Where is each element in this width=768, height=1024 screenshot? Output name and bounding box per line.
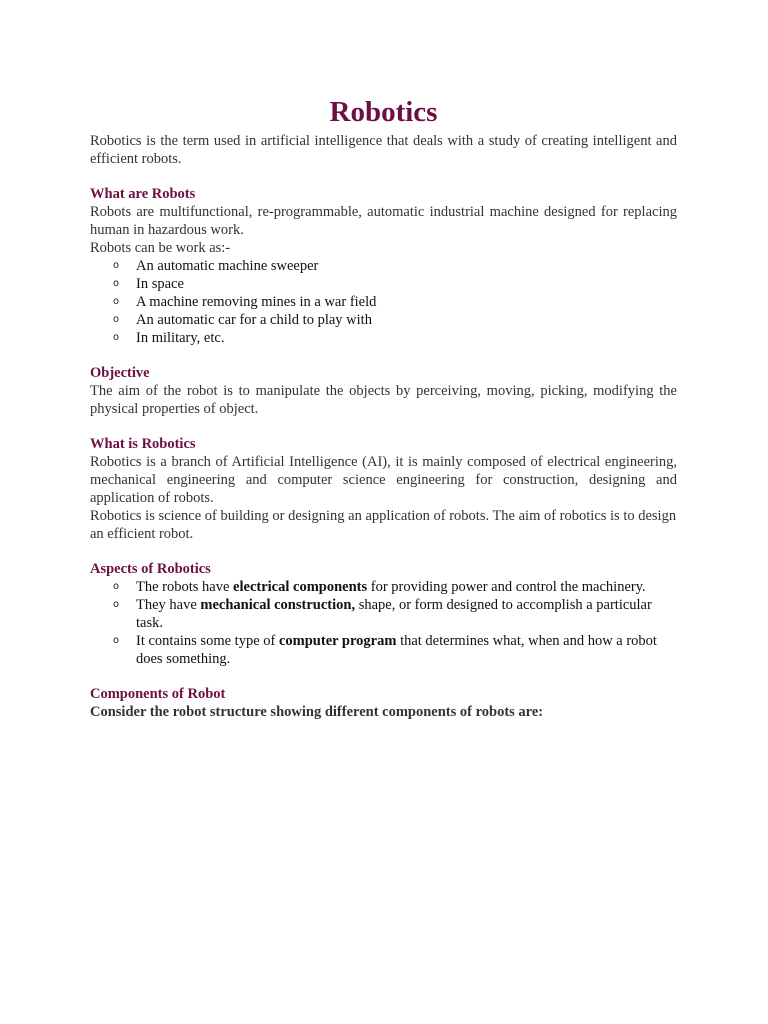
list-item: o They have mechanical construction, shape, or form designed to accomplish a particular task. [113, 597, 652, 631]
document-page [90, 94, 677, 721]
robots-paragraph: Robots are multifunctional, re-programmable, automatic industrial machine designed for replacing human in hazardous work. [90, 204, 677, 238]
list-item: o A machine removing mines in a war field [113, 294, 377, 310]
section-heading-objective: Objective [90, 365, 150, 381]
robots-usage-intro: Robots can be work as:- [90, 240, 231, 256]
section-heading-what-are-robots: What are Robots [90, 186, 196, 202]
bold-term: computer program [278, 633, 397, 649]
robots-usage-list [90, 257, 677, 347]
page-title: Robotics [329, 96, 438, 128]
bullet-icon: o [113, 260, 120, 271]
bullet-icon: o [113, 581, 120, 592]
what-is-robotics-paragraph-1: Robotics is a branch of Artificial Intelligence (AI), it is mainly composed of electrical engineering, mechanical engineering and computer science engineering for construction, designing and application of robots. [90, 454, 677, 506]
aspects-list [90, 578, 677, 668]
section-heading-aspects: Aspects of Robotics [90, 561, 211, 577]
bullet-icon: o [113, 296, 120, 307]
components-intro: Consider the robot structure showing different components of robots are: [90, 704, 544, 720]
what-is-robotics-paragraph-2: Robotics is science of building or designing an application of robots. The aim of robotics is to design an efficient robot. [90, 508, 677, 542]
bold-term: electrical components [233, 579, 368, 595]
list-item: o In military, etc. [113, 330, 225, 346]
list-item: o The robots have electrical components for providing power and control the machinery. [113, 579, 646, 595]
section-heading-what-is-robotics: What is Robotics [90, 436, 196, 452]
bullet-icon: o [113, 314, 120, 325]
bold-term: mechanical construction, [200, 597, 356, 613]
objective-paragraph: The aim of the robot is to manipulate the objects by perceiving, moving, picking, modifying the physical properties of object. [90, 383, 677, 417]
bullet-icon: o [113, 635, 120, 646]
bullet-icon: o [113, 332, 120, 343]
list-item: o It contains some type of computer program that determines what, when and how a robot does something. [113, 633, 657, 667]
section-heading-components: Components of Robot [90, 686, 226, 702]
bullet-icon: o [113, 278, 120, 289]
list-item: o An automatic car for a child to play with [113, 312, 372, 328]
list-item: o An automatic machine sweeper [113, 258, 319, 274]
bullet-icon: o [113, 599, 120, 610]
list-item: o In space [113, 276, 184, 292]
intro-paragraph: Robotics is the term used in artificial intelligence that deals with a study of creating intelligent and efficient robots. [90, 133, 677, 167]
